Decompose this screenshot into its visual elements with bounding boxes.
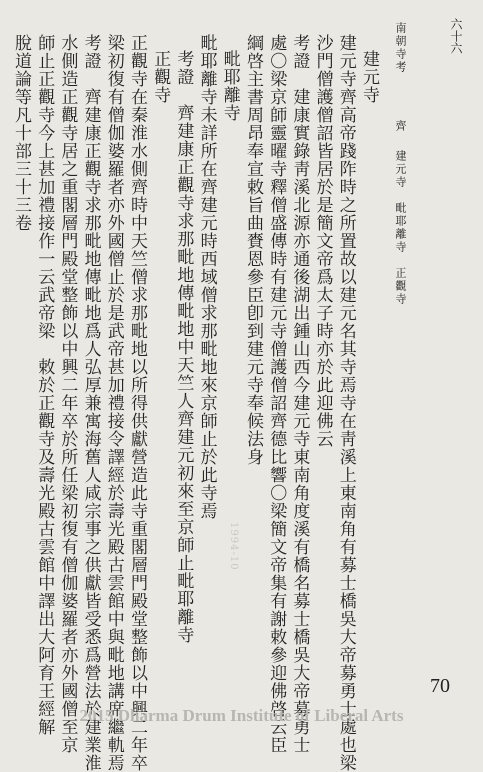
page-number: 70 — [430, 675, 450, 697]
page-label: 六十六 — [449, 18, 463, 54]
text-column: 水側造正觀寺居之重閣層門殿堂整飾以中興二年卒於所任梁初復有僧伽婆羅者亦外國僧至京 — [57, 34, 78, 754]
text-column: 建元寺齊高帝踐阼時之所置故以建元名其寺焉寺在靑溪上東南角有募士橋吳大帝募勇士處也梁 — [335, 34, 356, 772]
text-column: 考證 齊建康正觀寺求那毗地傳毗地爲人弘厚兼寓海舊人咸宗事之供獻皆受悉爲營法於建業淮 — [80, 34, 101, 772]
header-entries: 建元寺 毗耶離寺 正觀寺 — [394, 150, 407, 306]
text-column: 正觀寺在秦淮水側齊時中天竺僧求那毗地以所得供獻營造此寺重閣層門殿堂整飾以中興二年卒 — [127, 34, 147, 772]
footer: 2015 Dharma Drum Institute of Liberal Arts — [79, 706, 404, 725]
header-volume: 齊 — [394, 120, 407, 133]
text-column: 建元寺 — [359, 50, 379, 104]
text-column: 沙門僧護僧詔皆居於是簡文帝爲太子時亦於此迎佛云 — [312, 34, 333, 448]
text-column: 毗耶離寺未詳所在齊建元時西域僧求那毗地來京師止於此寺焉 — [196, 34, 217, 520]
header-book-title: 南朝寺考 — [394, 22, 407, 74]
text-column: 考證 建康實錄靑溪北源亦通後湖出鍾山西今建元寺東南角度溪有橋名募士橋吳大帝募勇士 — [289, 34, 310, 754]
text-column: 毗耶離寺 — [219, 50, 240, 122]
text-column: 師止正觀寺今上甚加禮接作一云武帝梁 敕於正觀寺及壽光殿古雲館中譯出大阿育王經解 — [34, 34, 55, 736]
watermark: 1994-10 — [228, 522, 239, 571]
text-column: 正觀寺 — [150, 50, 171, 104]
text-column: 處〇梁京師靈曜寺釋僧盛傳時有建元寺僧護僧詔齊德比響〇梁簡文帝集有謝敕參迎佛啓云臣 — [266, 34, 287, 754]
text-column: 綱啓主書周昂奉宣敕旨曲賚恩參臣卽到建元寺奉候法身 — [243, 34, 263, 466]
text-column: 考證 齊建康正觀寺求那毗地傳毗地中天竺人齊建元初來至京師止毗耶離寺 — [173, 50, 194, 644]
text-column: 梁初復有僧伽婆羅者亦外國僧止於是武帝甚加禮接令譯經於壽光殿古雲館中與毗地講席繼軌焉 — [103, 34, 124, 772]
text-column: 脫道論等凡十部三十三卷 — [11, 34, 31, 232]
